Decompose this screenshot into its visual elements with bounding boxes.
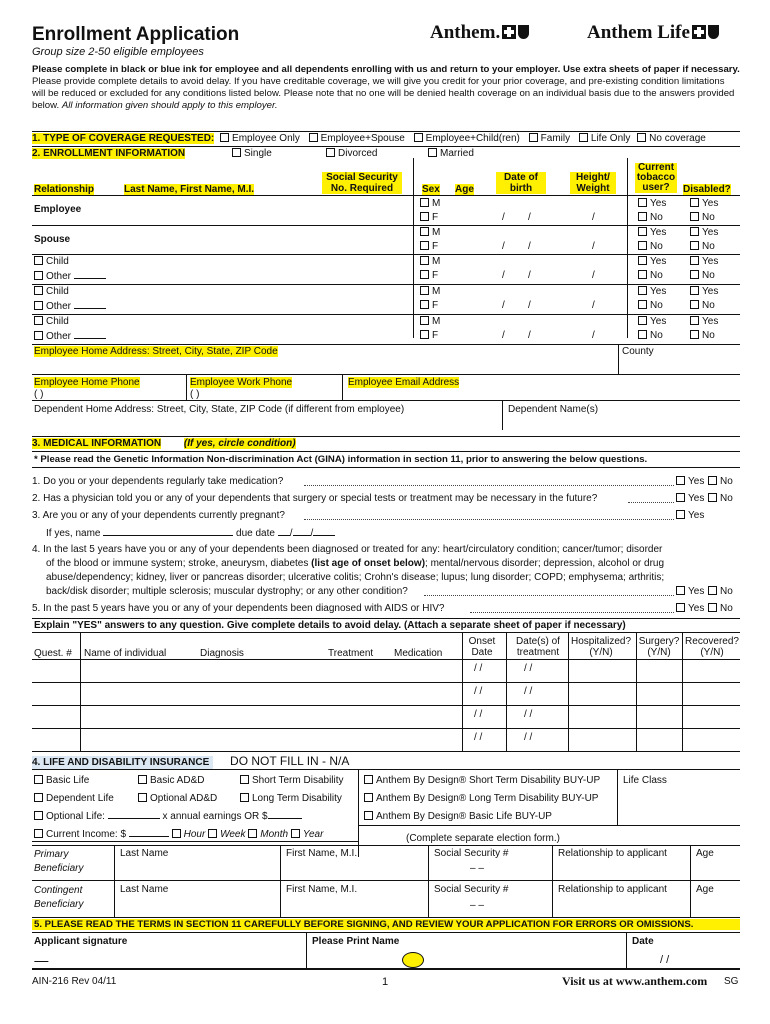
q-no-3[interactable]: No [708,586,733,597]
hw-slash-1: / [592,241,595,252]
disabled-no-4[interactable]: No [690,330,715,341]
divider [32,314,740,315]
divider [32,400,740,401]
sg-mark: SG [724,976,739,987]
hw-slash-0: / [592,212,595,223]
q-no-0[interactable]: No [708,476,733,487]
tobacco-yes-0[interactable]: Yes [638,198,666,209]
work-phone-paren: ( ) [190,389,200,400]
dob-slash-b-3: / [528,300,531,311]
contingent-last: Last Name [120,884,169,895]
leader [628,502,674,503]
col-surg: Surgery? (Y/N) [638,636,680,658]
dob-slash-a-0: / [502,212,505,223]
dob-slash-b-0: / [528,212,531,223]
sex-m-1[interactable]: M [420,227,440,238]
dep-names-label: Dependent Name(s) [508,404,599,415]
marital-single[interactable]: Single [232,148,272,159]
dob-slash-b-4: / [528,330,531,341]
col-treatment: Treatment [328,648,374,659]
page-subtitle: Group size 2-50 eligible employees [32,46,204,58]
question-4b: of the blood or immune system; stroke, aneurysm, diabetes (list age of onset below); mental/nervous disorder; depression, alcohol or drug [46,558,665,569]
optional-life[interactable]: Optional Life: x annual earnings OR $ [34,811,302,822]
disabled-yes-4[interactable]: Yes [690,316,718,327]
col-individual: Name of individual [84,648,167,659]
sex-f-4[interactable]: F [420,330,438,341]
dob-slash-a-4: / [502,330,505,341]
divider [32,618,740,619]
col-age: Age [455,184,474,195]
disabled-yes-2[interactable]: Yes [690,256,718,267]
disabled-yes-0[interactable]: Yes [690,198,718,209]
sex-f-2[interactable]: F [420,270,438,281]
abd-std[interactable]: Anthem By Design® Short Term Disability BUY-UP [364,775,600,786]
shield-icon [518,25,529,39]
checkbox[interactable] [34,331,43,340]
visit-link[interactable]: Visit us at www.anthem.com [562,974,708,988]
leader [304,519,674,520]
anthem-life-logo: Anthem Life [587,22,719,44]
email-label: Employee Email Address [348,377,460,388]
tobacco-no-2[interactable]: No [638,270,663,281]
tobacco-no-4[interactable]: No [638,330,663,341]
contingent-rel: Relationship to applicant [558,884,667,895]
primary-beneficiary: Primary Beneficiary [34,849,84,874]
row-child-3[interactable]: Child [34,316,69,327]
divider [32,751,740,752]
tobacco-yes-3[interactable]: Yes [638,286,666,297]
divider [32,841,358,842]
leader [304,485,674,486]
divider [32,632,740,633]
q-yes-2[interactable]: Yes [676,510,704,521]
disabled-yes-1[interactable]: Yes [690,227,718,238]
basic-add[interactable]: Basic AD&D [138,775,204,786]
print-name-label: Please Print Name [312,936,400,947]
current-income[interactable]: Current Income: $ Hour Week Month Year [34,829,323,840]
leader [424,595,674,596]
life-header [32,754,740,768]
row-child-2[interactable]: Child [34,286,69,297]
divider [32,917,740,918]
separate-form-note: (Complete separate election form.) [406,833,560,844]
treat-slashes-3: / / [524,732,533,743]
dob-slash-a-2: / [502,270,505,281]
question-3: 3. Are you or any of your dependents currently pregnant? [32,510,285,521]
hw-slash-3: / [592,300,595,311]
divider [428,845,429,917]
divider [32,254,740,255]
divider [690,845,691,917]
do-not-fill: DO NOT FILL IN - N/A [230,754,350,768]
question-4d: back/disk disorder; multiple sclerosis; muscular dystrophy; or any other condition? [46,586,408,597]
optional-add[interactable]: Optional AD&D [138,793,217,804]
sex-m-0[interactable]: M [420,198,440,209]
coverage-row [32,133,740,144]
tobacco-yes-4[interactable]: Yes [638,316,666,327]
col-dates: Date(s) of treatment [516,636,560,658]
primary-age: Age [696,848,714,859]
divider [358,769,359,857]
col-tobacco: Current tobacco user? [636,162,676,193]
col-sex: Sex [422,184,440,195]
checkbox[interactable] [34,286,43,295]
sex-m-2[interactable]: M [420,256,440,267]
divider [618,344,619,374]
dob-slash-a-1: / [502,241,505,252]
col-ssn: Social Security No. Required [322,172,402,194]
divider [32,131,740,132]
dob-slash-a-3: / [502,300,505,311]
col-quest: Quest. # [34,648,72,659]
col-disabled: Disabled? [683,184,731,195]
marital-married[interactable]: Married [428,148,474,159]
contingent-ssn: Social Security # [434,884,509,895]
tobacco-yes-1[interactable]: Yes [638,227,666,238]
page-title: Enrollment Application [32,24,240,45]
sex-m-4[interactable]: M [420,316,440,327]
coverage-employee-only[interactable]: Employee Only [220,133,300,144]
row-employee: Employee [34,204,82,215]
coverage-none[interactable]: No coverage [637,133,706,144]
checkbox[interactable] [428,148,437,157]
divider [32,225,740,226]
divider [32,451,740,452]
divider [114,845,115,917]
row-spouse: Spouse [34,234,71,245]
col-height: Height/ Weight [570,172,616,194]
col-onset: Onset Date [468,636,496,658]
question-5: 5. In the past 5 years have you or any of your dependents been diagnosed with AIDS or HIV? [32,603,445,614]
divider [32,146,740,147]
section1-label: 1. TYPE OF COVERAGE REQUESTED: [32,133,215,144]
tobacco-no-3[interactable]: No [638,300,663,311]
signature-icon [36,952,50,965]
abd-basic-life[interactable]: Anthem By Design® Basic Life BUY-UP [364,811,552,822]
divider [342,374,343,400]
county-label: County [622,346,654,357]
onset-slashes-3: / / [474,732,483,743]
divider [32,932,740,933]
checkbox[interactable] [414,133,423,142]
col-hosp: Hospitalized? (Y/N) [570,636,632,658]
divider [32,436,740,437]
tobacco-no-0[interactable]: No [638,212,663,223]
disabled-no-3[interactable]: No [690,300,715,311]
checkbox[interactable] [34,271,43,280]
checkbox[interactable] [529,133,538,142]
checkbox[interactable] [637,133,646,142]
divider [626,932,627,968]
divider [617,769,618,825]
divider [32,659,740,660]
primary-first: First Name, M.I. [286,848,358,859]
enrollment-row [32,148,740,159]
shield-icon [708,25,719,39]
date-label: Date [632,936,654,947]
cross-icon [502,25,516,39]
home-phone-paren: ( ) [34,389,44,400]
marital-divorced[interactable]: Divorced [326,148,377,159]
hw-slash-2: / [592,270,595,281]
short-term-disability[interactable]: Short Term Disability [240,775,344,786]
medical-header: 3. MEDICAL INFORMATION (If yes, circle condition) [32,438,296,449]
checkbox[interactable] [579,133,588,142]
question-4a: 4. In the last 5 years have you or any of your dependents been diagnosed or treated for any: heart/circulatory condition; cancer/tumor; disorder [32,544,663,555]
divider [32,344,740,345]
treat-slashes-1: / / [524,686,533,697]
question-2: 2. Has a physician told you or any of your dependents that surgery or special tests or treatment may be necessary in the future? [32,493,598,504]
dob-slash-b-1: / [528,241,531,252]
col-medication: Medication [394,648,443,659]
divider [32,728,740,729]
col-diagnosis: Diagnosis [200,648,244,659]
row-other-1[interactable]: Other [34,271,106,282]
coverage-employee-spouse[interactable]: Employee+Spouse [309,133,405,144]
abd-ltd[interactable]: Anthem By Design® Long Term Disability BUY-UP [364,793,598,804]
divider [32,467,740,468]
home-address-label: Employee Home Address: Street, City, State, ZIP Code [34,346,278,357]
tobacco-no-1[interactable]: No [638,241,663,252]
comment-bubble-icon[interactable] [402,952,424,968]
form-number: AIN-216 Rev 04/11 [32,976,117,987]
checkbox[interactable] [309,133,318,142]
divider [32,968,740,970]
sex-f-1[interactable]: F [420,241,438,252]
coverage-employee-children[interactable]: Employee+Child(ren) [414,133,520,144]
divider [32,769,740,770]
onset-slashes-2: / / [474,709,483,720]
coverage-family[interactable]: Family [529,133,570,144]
work-phone-label: Employee Work Phone [190,377,293,388]
contingent-age: Age [696,884,714,895]
signature-label: Applicant signature [34,936,128,947]
contingent-first: First Name, M.I. [286,884,358,895]
checkbox[interactable] [220,133,229,142]
q-yes-1[interactable]: Yes [676,493,704,504]
long-term-disability[interactable]: Long Term Disability [240,793,342,804]
section2-label: 2. ENROLLMENT INFORMATION [32,148,186,159]
treat-slashes-2: / / [524,709,533,720]
divider [186,374,187,400]
divider [32,705,740,706]
divider [552,845,553,917]
contingent-ssn-dashes: – – [470,900,484,911]
onset-slashes-0: / / [474,663,483,674]
divider [413,158,414,338]
divider [32,880,740,881]
question-1: 1. Do you or your dependents regularly take medication? [32,476,284,487]
checkbox[interactable] [232,148,241,157]
basic-life[interactable]: Basic Life [34,775,89,786]
q-yes-0[interactable]: Yes [676,476,704,487]
divider [32,682,740,683]
checkbox[interactable] [34,256,43,265]
dob-slash-b-2: / [528,270,531,281]
section3-label: 3. MEDICAL INFORMATION [32,438,162,449]
explain-note: Explain "YES" answers to any question. Give complete details to avoid delay. (Attach a separate sheet of paper if necessary) [34,620,626,631]
section4-label: 4. LIFE AND DISABILITY INSURANCE [32,756,213,769]
checkbox[interactable] [326,148,335,157]
primary-rel: Relationship to applicant [558,848,667,859]
checkbox[interactable] [34,301,43,310]
col-name: Last Name, First Name, M.I. [124,184,255,195]
q-yes-4[interactable]: Yes [676,603,704,614]
dependent-life[interactable]: Dependent Life [34,793,114,804]
divider [358,825,740,826]
anthem-logo: Anthem. [430,22,529,44]
disabled-no-0[interactable]: No [690,212,715,223]
col-recov: Recovered? (Y/N) [685,636,739,658]
row-other-3[interactable]: Other [34,331,106,342]
disabled-no-2[interactable]: No [690,270,715,281]
divider [32,845,740,846]
disabled-no-1[interactable]: No [690,241,715,252]
q-yes-3[interactable]: Yes [676,586,704,597]
disabled-yes-3[interactable]: Yes [690,286,718,297]
col-relationship: Relationship [34,184,95,195]
divider [502,400,503,430]
divider [32,284,740,285]
q-no-4[interactable]: No [708,603,733,614]
col-dob: Date of birth [496,172,546,194]
sex-m-3[interactable]: M [420,286,440,297]
cross-icon [692,25,706,39]
coverage-life-only[interactable]: Life Only [579,133,630,144]
section5-label: 5. PLEASE READ THE TERMS IN SECTION 11 CAREFULLY BEFORE SIGNING, AND REVIEW YOUR APPLICATION FOR ERRORS OR OMISSIONS. [32,919,740,930]
question-3b: If yes, name due date / / [46,528,335,539]
primary-ssn: Social Security # [434,848,509,859]
row-child-1[interactable]: Child [34,256,69,267]
divider [32,195,740,196]
intro-text: Please complete in black or blue ink for employee and all dependents enrolling with us and return to your employer. Use extra sheets of paper if necessary. Please provide complete details to avoid delay. If you have creditable coverage, we will give you credit for your prior coverage, and pre-existing condition limitations will be reduced or excluded for any conditions listed below. Please note that no one will be denied health coverage on an individual basis due to the answers provided below. All information given should apply to this employer. [32,64,740,111]
sex-f-3[interactable]: F [420,300,438,311]
life-class: Life Class [623,775,667,786]
q-no-1[interactable]: No [708,493,733,504]
divider [280,845,281,917]
treat-slashes-0: / / [524,663,533,674]
home-phone-label: Employee Home Phone [34,377,140,388]
sex-f-0[interactable]: F [420,212,438,223]
tobacco-yes-2[interactable]: Yes [638,256,666,267]
gina-note: * Please read the Genetic Information Non-discrimination Act (GINA) information in section 11, prior to answering the below questions. [34,454,648,465]
divider [627,158,628,338]
divider [306,932,307,968]
onset-slashes-1: / / [474,686,483,697]
contingent-beneficiary: Contingent Beneficiary [34,885,84,910]
hw-slash-4: / [592,330,595,341]
dep-address-label: Dependent Home Address: Street, City, State, ZIP Code (if different from employee) [34,404,405,415]
checkbox[interactable] [34,316,43,325]
divider [32,374,740,375]
leader [470,612,674,613]
primary-last: Last Name [120,848,169,859]
primary-ssn-dashes: – – [470,863,484,874]
page-number: 1 [382,976,389,988]
date-slashes: / / [660,954,670,966]
row-other-2[interactable]: Other [34,301,106,312]
question-4c: abuse/dependency; kidney, liver or pancreas disorder; ulcerative colitis; Crohn's disease; lupus; lung disorder; COPD; emphysema; arthritis; [46,572,665,583]
